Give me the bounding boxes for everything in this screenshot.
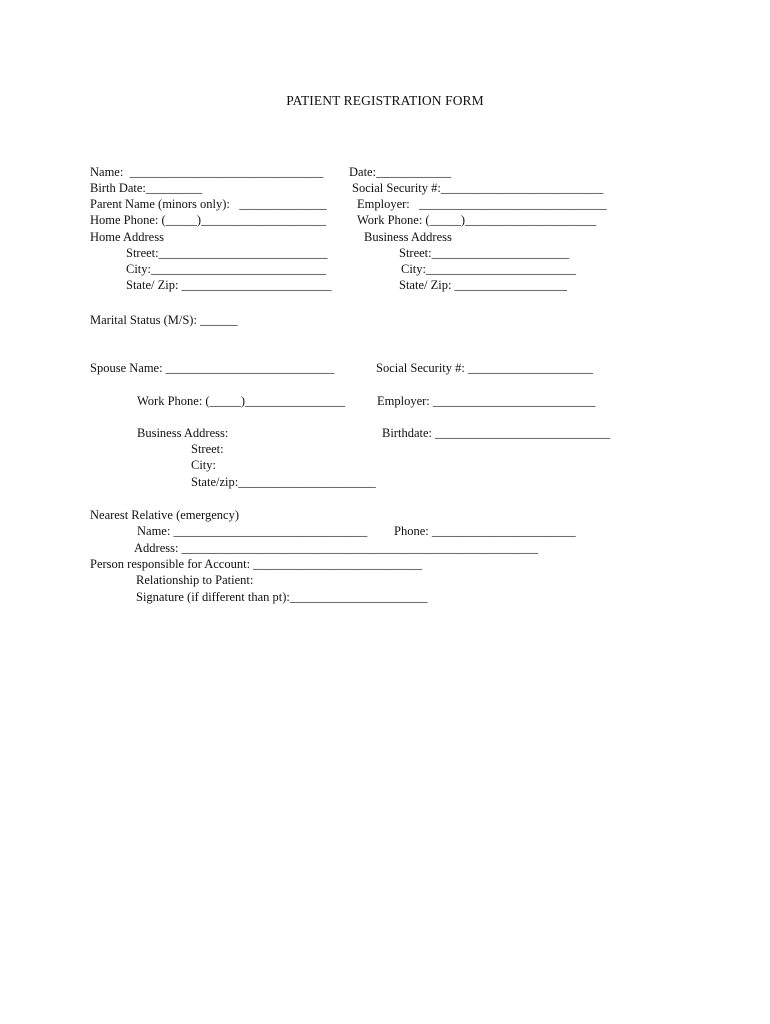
business-street-field[interactable]: Street:______________________: [399, 246, 570, 260]
relative-phone-field[interactable]: Phone: _______________________: [394, 524, 576, 538]
ssn-field[interactable]: Social Security #:__________________________: [352, 181, 604, 195]
spouse-state-zip-field[interactable]: State/zip:______________________: [191, 475, 376, 489]
spouse-name-field[interactable]: Spouse Name: ___________________________: [90, 361, 335, 375]
spouse-work-phone-field[interactable]: Work Phone: (_____)________________: [137, 394, 346, 408]
name-field[interactable]: Name: _______________________________: [90, 165, 324, 179]
spouse-employer-field[interactable]: Employer: __________________________: [377, 394, 596, 408]
spouse-ssn-field[interactable]: Social Security #: ____________________: [376, 361, 593, 375]
home-state-zip-field[interactable]: State/ Zip: ________________________: [126, 278, 332, 292]
spouse-city-field[interactable]: City:: [191, 458, 217, 472]
employer-field[interactable]: Employer: ______________________________: [357, 197, 607, 211]
business-state-zip-field[interactable]: State/ Zip: __________________: [399, 278, 568, 292]
person-responsible-field[interactable]: Person responsible for Account: ___________________________: [90, 557, 422, 571]
signature-field[interactable]: Signature (if different than pt):______________________: [136, 590, 428, 604]
relative-address-field[interactable]: Address: _________________________________________________________: [134, 541, 538, 555]
business-address-label: Business Address: [364, 230, 452, 244]
home-phone-field[interactable]: Home Phone: (_____)____________________: [90, 213, 327, 227]
form-title: PATIENT REGISTRATION FORM: [286, 93, 484, 108]
home-street-field[interactable]: Street:___________________________: [126, 246, 328, 260]
birth-date-field[interactable]: Birth Date:_________: [90, 181, 203, 195]
marital-status-field[interactable]: Marital Status (M/S): ______: [90, 313, 238, 327]
date-field[interactable]: Date:____________: [349, 165, 452, 179]
spouse-business-address-label: Business Address:: [137, 426, 229, 440]
home-address-label: Home Address: [90, 230, 164, 244]
home-city-field[interactable]: City:____________________________: [126, 262, 327, 276]
parent-name-field[interactable]: Parent Name (minors only): ______________: [90, 197, 327, 211]
spouse-street-field[interactable]: Street:: [191, 442, 224, 456]
business-city-field[interactable]: City:________________________: [401, 262, 577, 276]
spouse-birthdate-field[interactable]: Birthdate: ____________________________: [382, 426, 611, 440]
work-phone-field[interactable]: Work Phone: (_____)_____________________: [357, 213, 597, 227]
relationship-field[interactable]: Relationship to Patient:: [136, 573, 254, 587]
relative-name-field[interactable]: Name: _______________________________: [137, 524, 368, 538]
nearest-relative-label: Nearest Relative (emergency): [90, 508, 239, 522]
